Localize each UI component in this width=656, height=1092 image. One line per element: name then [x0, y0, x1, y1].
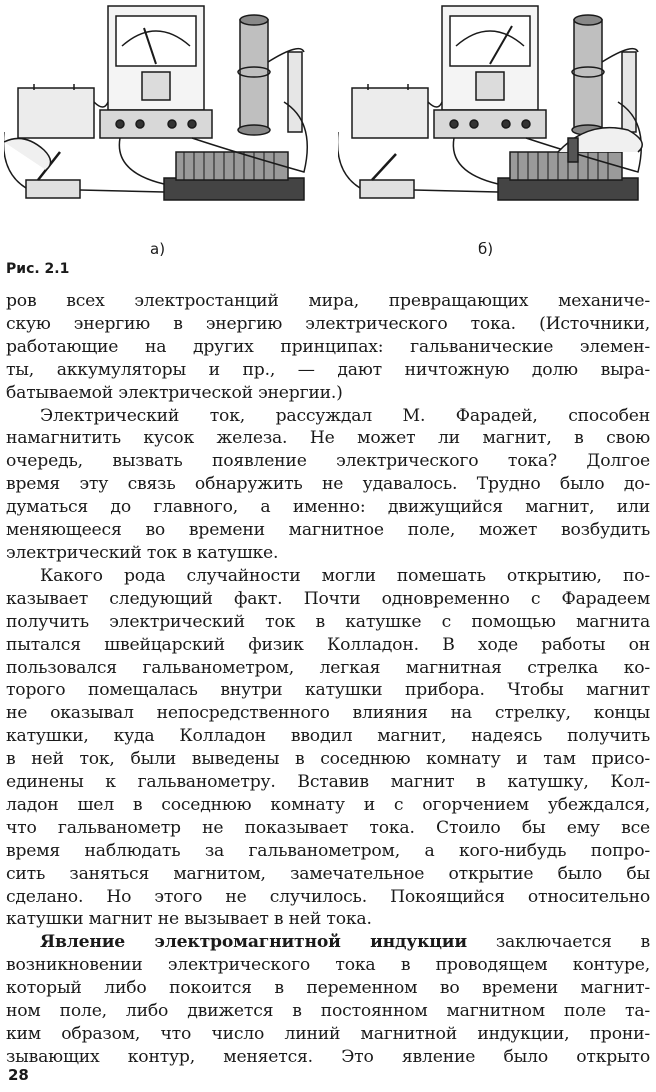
paragraph-3 — [6, 565, 650, 932]
text-line: намагнитить кусок железа. Не может ли магнит, в свою — [6, 428, 650, 449]
text-line — [6, 931, 650, 954]
text-line: катушки магнит не вызывает в ней тока. — [6, 909, 372, 930]
body-text — [6, 290, 650, 1069]
definition-term: Явление электромагнитной индукции — [40, 932, 467, 953]
text-line: ладон шел в соседнюю комнату и с огорчением убеждался, — [6, 794, 650, 815]
text-line: пытался швейцарский физик Колладон. В ходе работы он — [6, 634, 650, 655]
text-line: Электрический ток, рассуждал М. Фарадей, способен — [40, 405, 650, 426]
panel-b-label: б) — [478, 240, 494, 258]
paragraph-2 — [6, 405, 650, 565]
text-line: возникновении электрического тока в проводящем контуре, — [6, 955, 650, 976]
text-line: получить электрический ток в катушке с помощью магнита — [6, 611, 650, 632]
text-line: казывает следующий факт. Почти одновременно с Фарадеем — [6, 588, 650, 609]
text-line: единены к гальванометру. Вставив магнит в катушку, Кол- — [6, 772, 650, 793]
text-line: скую энергию в энергию электрического тока. (Источники, — [6, 313, 650, 334]
text-line: ким образом, что число линий магнитной индукции, прони- — [6, 1024, 650, 1044]
text-line: что гальванометр не показывает тока. Стоило бы ему все — [6, 817, 650, 838]
paragraph-1 — [6, 290, 650, 405]
definition-paragraph — [6, 931, 650, 1068]
text-line: в ней ток, были выведены в соседнюю комнату и там присо- — [6, 749, 650, 770]
text-line: Какого рода случайности могли помешать открытию, по- — [40, 565, 650, 586]
text-line: сить заняться магнитом, замечательное открытие было бы — [6, 863, 650, 884]
text-line: время наблюдать за гальванометром, а кого-нибудь попро- — [6, 840, 650, 861]
text-line: меняющееся во времени магнитное поле, может возбудить — [6, 520, 650, 541]
figure-panel-b — [338, 2, 650, 234]
text-line: очередь, вызвать появление электрического тока? Долгое — [6, 451, 650, 472]
text-line: работающие на других принципах: гальванические элемен- — [6, 336, 650, 357]
text-line: зывающих контур, меняется. Это явление было открыто — [6, 1046, 650, 1067]
figure-panel-a — [4, 2, 316, 234]
page-number: 28 — [8, 1066, 29, 1084]
text-line: сделано. Но этого не случилось. Покоящийся относительно — [6, 886, 650, 907]
panel-a-label: а) — [150, 240, 166, 258]
text-line: батываемой электрической энергии.) — [6, 382, 343, 403]
text-line: который либо покоится в переменном во времени магнит- — [6, 978, 650, 999]
text-line: ты, аккумуляторы и пр., — дают ничтожную долю выра- — [6, 359, 650, 380]
figure-caption: Рис. 2.1 — [6, 261, 70, 277]
text-line: время эту связь обнаружить не удавалось. Трудно было до- — [6, 474, 650, 495]
text-line: катушки, куда Колладон вводил магнит, надеясь получить — [6, 726, 650, 747]
text-line: пользовался гальванометром, легкая магнитная стрелка ко- — [6, 657, 650, 678]
definition-first-line-rest: заключается в — [466, 932, 651, 953]
text-line: торого помещалась внутри катушки прибора. Чтобы магнит — [6, 680, 650, 701]
text-line: думаться до главного, а именно: движущийся магнит, или — [6, 497, 650, 518]
text-line: ров всех электростанций мира, превращающих механиче- — [6, 291, 650, 311]
figure-2-1 — [0, 0, 656, 290]
text-line: не оказывал непосредственного влияния на стрелку, концы — [6, 703, 650, 724]
text-line: ном поле, либо движется в постоянном магнитном поле та- — [6, 1001, 650, 1022]
text-line: электрический ток в катушке. — [6, 542, 279, 563]
